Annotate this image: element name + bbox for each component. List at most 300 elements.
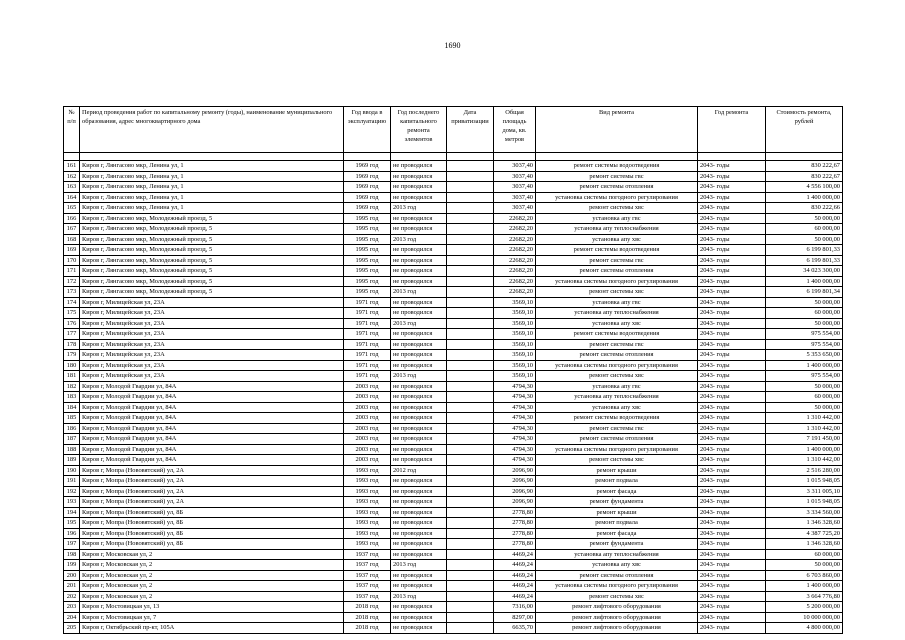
cell-repair-year: 2043- годы (698, 276, 766, 287)
cell-address: Киров г, Молодой Гвардии ул, 84А (80, 455, 344, 466)
cell-address: Киров г, Московская ул, 2 (80, 549, 344, 560)
cell-year-built: 1969 год (344, 203, 391, 214)
cell-privatization-date (447, 203, 494, 214)
cell-repair-year: 2043- годы (698, 507, 766, 518)
spacer-cell (766, 153, 843, 161)
cell-repair-year: 2043- годы (698, 287, 766, 298)
cell-last-repair: не проводился (391, 402, 447, 413)
cell-year-built: 1995 год (344, 266, 391, 277)
cell-last-repair: не проводился (391, 381, 447, 392)
cell-repair-year: 2043- годы (698, 402, 766, 413)
cell-last-repair: не проводился (391, 224, 447, 235)
table-row (64, 497, 843, 508)
cell-number: 205 (64, 623, 80, 634)
spacer-cell (391, 153, 447, 161)
table-row (64, 318, 843, 329)
cell-year-built: 1937 год (344, 549, 391, 560)
table-row (64, 549, 843, 560)
cell-year-built: 1995 год (344, 255, 391, 266)
cell-repair-year: 2043- годы (698, 602, 766, 613)
table-row (64, 402, 843, 413)
cell-number: 166 (64, 213, 80, 224)
cell-number: 201 (64, 581, 80, 592)
cell-repair-type: ремонт системы гвс (536, 339, 698, 350)
cell-number: 167 (64, 224, 80, 235)
table-row (64, 528, 843, 539)
cell-year-built: 1971 год (344, 308, 391, 319)
cell-year-built: 1993 год (344, 486, 391, 497)
header-repair-type: Вид ремонта (536, 107, 698, 153)
cell-number: 174 (64, 297, 80, 308)
cell-number: 182 (64, 381, 80, 392)
cell-number: 172 (64, 276, 80, 287)
cell-repair-year: 2043- годы (698, 539, 766, 550)
cell-privatization-date (447, 329, 494, 340)
cell-year-built: 2003 год (344, 392, 391, 403)
cell-cost: 6 199 801,33 (766, 255, 843, 266)
table-row (64, 308, 843, 319)
cell-repair-type: установка системы погодного регулирования (536, 192, 698, 203)
cell-year-built: 1971 год (344, 360, 391, 371)
cell-area: 4469,24 (494, 581, 536, 592)
cell-repair-type: установка системы погодного регулирования (536, 444, 698, 455)
table-row (64, 444, 843, 455)
cell-repair-type: ремонт подвала (536, 518, 698, 529)
cell-privatization-date (447, 623, 494, 634)
cell-year-built: 1937 год (344, 591, 391, 602)
cell-privatization-date (447, 570, 494, 581)
cell-number: 204 (64, 612, 80, 623)
cell-cost: 10 000 000,00 (766, 612, 843, 623)
table-row (64, 476, 843, 487)
cell-cost: 1 400 000,00 (766, 192, 843, 203)
cell-cost: 5 353 650,00 (766, 350, 843, 361)
cell-year-built: 2018 год (344, 602, 391, 613)
cell-cost: 3 664 776,80 (766, 591, 843, 602)
cell-cost: 3 311 005,10 (766, 486, 843, 497)
cell-number: 164 (64, 192, 80, 203)
cell-number: 181 (64, 371, 80, 382)
cell-privatization-date (447, 318, 494, 329)
cell-cost: 60 000,00 (766, 308, 843, 319)
cell-privatization-date (447, 413, 494, 424)
cell-privatization-date (447, 255, 494, 266)
cell-repair-year: 2043- годы (698, 476, 766, 487)
table-row (64, 287, 843, 298)
cell-address: Киров г, Лянгасово мкр, Ленина ул, 1 (80, 192, 344, 203)
cell-year-built: 1993 год (344, 518, 391, 529)
cell-privatization-date (447, 266, 494, 277)
cell-last-repair: не проводился (391, 528, 447, 539)
cell-repair-year: 2043- годы (698, 623, 766, 634)
cell-year-built: 1937 год (344, 560, 391, 571)
cell-repair-year: 2043- годы (698, 612, 766, 623)
cell-repair-type: установка апу теплоснабжения (536, 224, 698, 235)
cell-repair-year: 2043- годы (698, 297, 766, 308)
cell-year-built: 1969 год (344, 182, 391, 193)
table-row (64, 224, 843, 235)
table-row (64, 245, 843, 256)
cell-number: 198 (64, 549, 80, 560)
table-row (64, 360, 843, 371)
cell-cost: 6 703 860,00 (766, 570, 843, 581)
cell-number: 185 (64, 413, 80, 424)
cell-repair-type: ремонт системы гвс (536, 423, 698, 434)
cell-cost: 975 554,00 (766, 339, 843, 350)
cell-cost: 975 554,00 (766, 371, 843, 382)
cell-number: 168 (64, 234, 80, 245)
table-row (64, 161, 843, 172)
table-row (64, 234, 843, 245)
cell-cost: 6 199 801,33 (766, 245, 843, 256)
cell-privatization-date (447, 455, 494, 466)
cell-cost: 4 800 000,00 (766, 623, 843, 634)
cell-last-repair: не проводился (391, 623, 447, 634)
spacer-cell (64, 153, 80, 161)
cell-privatization-date (447, 371, 494, 382)
cell-area: 22682,20 (494, 287, 536, 298)
cell-year-built: 1995 год (344, 234, 391, 245)
cell-repair-type: установка апу гвс (536, 213, 698, 224)
cell-address: Киров г, Мопра (Нововятский) ул, 2А (80, 476, 344, 487)
cell-last-repair: не проводился (391, 350, 447, 361)
cell-year-built: 2018 год (344, 623, 391, 634)
cell-address: Киров г, Лянгасово мкр, Молодежный проезд, 5 (80, 255, 344, 266)
cell-cost: 6 199 801,34 (766, 287, 843, 298)
table-row (64, 486, 843, 497)
cell-repair-type: ремонт системы хвс (536, 455, 698, 466)
cell-number: 179 (64, 350, 80, 361)
cell-number: 189 (64, 455, 80, 466)
cell-year-built: 1993 год (344, 528, 391, 539)
cell-last-repair: не проводился (391, 161, 447, 172)
cell-privatization-date (447, 486, 494, 497)
cell-privatization-date (447, 360, 494, 371)
cell-repair-year: 2043- годы (698, 266, 766, 277)
cell-repair-year: 2043- годы (698, 329, 766, 340)
cell-address: Киров г, Молодой Гвардии ул, 84А (80, 444, 344, 455)
cell-number: 190 (64, 465, 80, 476)
cell-address: Киров г, Московская ул, 2 (80, 591, 344, 602)
table-row (64, 465, 843, 476)
cell-year-built: 2003 год (344, 455, 391, 466)
cell-area: 3569,10 (494, 360, 536, 371)
cell-area: 22682,20 (494, 255, 536, 266)
cell-repair-type: установка системы погодного регулирования (536, 360, 698, 371)
table-row (64, 203, 843, 214)
cell-address: Киров г, Лянгасово мкр, Ленина ул, 1 (80, 161, 344, 172)
cell-cost: 4 387 725,20 (766, 528, 843, 539)
cell-last-repair: 2013 год (391, 318, 447, 329)
cell-area: 2096,90 (494, 465, 536, 476)
cell-repair-year: 2043- годы (698, 360, 766, 371)
cell-cost: 2 516 280,00 (766, 465, 843, 476)
cell-last-repair: не проводился (391, 486, 447, 497)
cell-cost: 50 000,00 (766, 381, 843, 392)
cell-repair-year: 2043- годы (698, 570, 766, 581)
cell-number: 188 (64, 444, 80, 455)
cell-year-built: 2003 год (344, 423, 391, 434)
cell-repair-year: 2043- годы (698, 255, 766, 266)
cell-last-repair: не проводился (391, 308, 447, 319)
cell-address: Киров г, Лянгасово мкр, Ленина ул, 1 (80, 203, 344, 214)
cell-address: Киров г, Мопра (Нововятский) ул, 8Б (80, 528, 344, 539)
cell-last-repair: не проводился (391, 266, 447, 277)
cell-year-built: 2003 год (344, 444, 391, 455)
cell-area: 4469,24 (494, 549, 536, 560)
cell-number: 203 (64, 602, 80, 613)
cell-year-built: 1969 год (344, 192, 391, 203)
table-row (64, 213, 843, 224)
table-row (64, 455, 843, 466)
cell-area: 3569,10 (494, 371, 536, 382)
cell-repair-type: установка апу хвс (536, 234, 698, 245)
table-row (64, 329, 843, 340)
table-header (64, 107, 843, 161)
cell-repair-type: ремонт лифтового оборудования (536, 623, 698, 634)
cell-area: 4469,24 (494, 591, 536, 602)
cell-address: Киров г, Милицейская ул, 23А (80, 371, 344, 382)
cell-area: 7316,00 (494, 602, 536, 613)
cell-repair-type: ремонт подвала (536, 476, 698, 487)
cell-repair-type: ремонт системы водоотведения (536, 161, 698, 172)
cell-cost: 830 222,66 (766, 203, 843, 214)
cell-number: 178 (64, 339, 80, 350)
cell-number: 163 (64, 182, 80, 193)
cell-privatization-date (447, 245, 494, 256)
cell-repair-type: ремонт системы водоотведения (536, 413, 698, 424)
cell-area: 22682,20 (494, 276, 536, 287)
cell-last-repair: не проводился (391, 192, 447, 203)
cell-last-repair: не проводился (391, 213, 447, 224)
cell-repair-year: 2043- годы (698, 581, 766, 592)
cell-address: Киров г, Мопра (Нововятский) ул, 2А (80, 486, 344, 497)
cell-cost: 1 400 000,00 (766, 581, 843, 592)
cell-privatization-date (447, 444, 494, 455)
cell-privatization-date (447, 308, 494, 319)
cell-address: Киров г, Московская ул, 2 (80, 560, 344, 571)
cell-repair-year: 2043- годы (698, 203, 766, 214)
cell-year-built: 1969 год (344, 161, 391, 172)
cell-address: Киров г, Мопра (Нововятский) ул, 8Б (80, 539, 344, 550)
cell-cost: 1 346 328,60 (766, 518, 843, 529)
cell-area: 3569,10 (494, 350, 536, 361)
cell-year-built: 1993 год (344, 465, 391, 476)
cell-repair-year: 2043- годы (698, 224, 766, 235)
cell-area: 3037,40 (494, 171, 536, 182)
page-number: 1690 (444, 41, 461, 50)
cell-number: 183 (64, 392, 80, 403)
cell-year-built: 1971 год (344, 297, 391, 308)
table-row (64, 192, 843, 203)
cell-address: Киров г, Молодой Гвардии ул, 84А (80, 381, 344, 392)
spacer-cell (698, 153, 766, 161)
cell-address: Киров г, Лянгасово мкр, Молодежный проезд, 5 (80, 266, 344, 277)
cell-area: 4794,30 (494, 392, 536, 403)
cell-number: 162 (64, 171, 80, 182)
cell-privatization-date (447, 381, 494, 392)
cell-repair-year: 2043- годы (698, 549, 766, 560)
table-body (64, 161, 843, 634)
spacer-cell (536, 153, 698, 161)
cell-address: Киров г, Октябрьский пр-кт, 105А (80, 623, 344, 634)
cell-repair-type: ремонт фасада (536, 486, 698, 497)
cell-repair-type: ремонт лифтового оборудования (536, 612, 698, 623)
cell-privatization-date (447, 192, 494, 203)
cell-year-built: 2003 год (344, 402, 391, 413)
cell-repair-year: 2043- годы (698, 350, 766, 361)
cell-year-built: 1971 год (344, 329, 391, 340)
cell-repair-type: ремонт системы гвс (536, 171, 698, 182)
cell-repair-type: установка апу теплоснабжения (536, 308, 698, 319)
cell-area: 4469,24 (494, 560, 536, 571)
cell-repair-type: установка апу теплоснабжения (536, 549, 698, 560)
cell-privatization-date (447, 392, 494, 403)
cell-privatization-date (447, 339, 494, 350)
cell-privatization-date (447, 434, 494, 445)
cell-last-repair: не проводился (391, 549, 447, 560)
cell-number: 170 (64, 255, 80, 266)
cell-area: 2778,80 (494, 539, 536, 550)
cell-privatization-date (447, 287, 494, 298)
cell-repair-type: установка апу гвс (536, 381, 698, 392)
table-row (64, 276, 843, 287)
cell-area: 22682,20 (494, 266, 536, 277)
cell-last-repair: не проводился (391, 423, 447, 434)
cell-last-repair: 2013 год (391, 560, 447, 571)
cell-year-built: 1971 год (344, 371, 391, 382)
cell-address: Киров г, Мопра (Нововятский) ул, 8Б (80, 518, 344, 529)
cell-last-repair: не проводился (391, 539, 447, 550)
cell-area: 2096,90 (494, 486, 536, 497)
cell-area: 22682,20 (494, 213, 536, 224)
cell-repair-year: 2043- годы (698, 234, 766, 245)
cell-area: 4794,30 (494, 455, 536, 466)
cell-area: 4794,30 (494, 423, 536, 434)
cell-last-repair: 2013 год (391, 371, 447, 382)
cell-repair-type: ремонт системы гвс (536, 255, 698, 266)
cell-address: Киров г, Молодой Гвардии ул, 84А (80, 413, 344, 424)
cell-cost: 60 000,00 (766, 224, 843, 235)
table-row (64, 381, 843, 392)
cell-area: 3569,10 (494, 297, 536, 308)
cell-address: Киров г, Милицейская ул, 23А (80, 350, 344, 361)
cell-repair-year: 2043- годы (698, 182, 766, 193)
cell-repair-type: ремонт крыши (536, 465, 698, 476)
cell-repair-type: ремонт фасада (536, 528, 698, 539)
cell-last-repair: не проводился (391, 434, 447, 445)
cell-area: 6635,70 (494, 623, 536, 634)
cell-address: Киров г, Мопра (Нововятский) ул, 2А (80, 465, 344, 476)
cell-repair-year: 2043- годы (698, 423, 766, 434)
cell-privatization-date (447, 560, 494, 571)
cell-repair-type: ремонт системы отопления (536, 434, 698, 445)
table-row (64, 297, 843, 308)
cell-number: 200 (64, 570, 80, 581)
cell-repair-type: ремонт лифтового оборудования (536, 602, 698, 613)
cell-privatization-date (447, 497, 494, 508)
cell-repair-type: ремонт системы отопления (536, 266, 698, 277)
cell-address: Киров г, Милицейская ул, 23А (80, 297, 344, 308)
cell-cost: 1 400 000,00 (766, 444, 843, 455)
cell-repair-year: 2043- годы (698, 171, 766, 182)
cell-cost: 50 000,00 (766, 234, 843, 245)
cell-number: 177 (64, 329, 80, 340)
cell-privatization-date (447, 297, 494, 308)
cell-last-repair: не проводился (391, 182, 447, 193)
cell-cost: 3 334 560,00 (766, 507, 843, 518)
cell-repair-type: ремонт системы отопления (536, 350, 698, 361)
cell-repair-year: 2043- годы (698, 192, 766, 203)
cell-privatization-date (447, 612, 494, 623)
table-row (64, 623, 843, 634)
cell-repair-year: 2043- годы (698, 318, 766, 329)
cell-repair-year: 2043- годы (698, 465, 766, 476)
cell-cost: 1 015 948,05 (766, 476, 843, 487)
cell-cost: 1 310 442,00 (766, 413, 843, 424)
cell-privatization-date (447, 539, 494, 550)
cell-privatization-date (447, 465, 494, 476)
cell-year-built: 1937 год (344, 570, 391, 581)
cell-number: 194 (64, 507, 80, 518)
cell-repair-year: 2043- годы (698, 371, 766, 382)
cell-area: 3037,40 (494, 203, 536, 214)
cell-address: Киров г, Милицейская ул, 23А (80, 360, 344, 371)
cell-number: 187 (64, 434, 80, 445)
cell-address: Киров г, Молодой Гвардии ул, 84А (80, 423, 344, 434)
cell-repair-type: ремонт системы отопления (536, 182, 698, 193)
cell-cost: 50 000,00 (766, 402, 843, 413)
cell-repair-type: установка апу теплоснабжения (536, 392, 698, 403)
cell-last-repair: не проводился (391, 455, 447, 466)
cell-year-built: 1937 год (344, 581, 391, 592)
cell-last-repair: не проводился (391, 413, 447, 424)
cell-address: Киров г, Милицейская ул, 23А (80, 339, 344, 350)
cell-repair-type: установка системы погодного регулирования (536, 581, 698, 592)
cell-cost: 830 222,67 (766, 161, 843, 172)
cell-repair-year: 2043- годы (698, 486, 766, 497)
cell-number: 173 (64, 287, 80, 298)
cell-repair-type: ремонт системы водоотведения (536, 329, 698, 340)
cell-repair-type: ремонт крыши (536, 507, 698, 518)
cell-area: 4794,30 (494, 413, 536, 424)
cell-last-repair: не проводился (391, 245, 447, 256)
cell-cost: 1 310 442,00 (766, 423, 843, 434)
table-row (64, 266, 843, 277)
cell-number: 161 (64, 161, 80, 172)
cell-number: 175 (64, 308, 80, 319)
spacer-cell (344, 153, 391, 161)
header-spacer-row (64, 153, 843, 161)
cell-number: 202 (64, 591, 80, 602)
cell-repair-year: 2043- годы (698, 381, 766, 392)
cell-address: Киров г, Лянгасово мкр, Молодежный проезд, 5 (80, 287, 344, 298)
cell-area: 2778,80 (494, 528, 536, 539)
cell-number: 196 (64, 528, 80, 539)
cell-privatization-date (447, 591, 494, 602)
cell-address: Киров г, Московская ул, 2 (80, 570, 344, 581)
cell-last-repair: 2013 год (391, 203, 447, 214)
cell-address: Киров г, Мопра (Нововятский) ул, 8Б (80, 507, 344, 518)
cell-repair-year: 2043- годы (698, 339, 766, 350)
table-row (64, 350, 843, 361)
cell-area: 2096,90 (494, 497, 536, 508)
table-row (64, 392, 843, 403)
header-cost: Стоимость ремонта, рублей (766, 107, 843, 153)
cell-privatization-date (447, 476, 494, 487)
cell-address: Киров г, Милицейская ул, 23А (80, 318, 344, 329)
header-year-built: Год ввода в эксплуатацию (344, 107, 391, 153)
